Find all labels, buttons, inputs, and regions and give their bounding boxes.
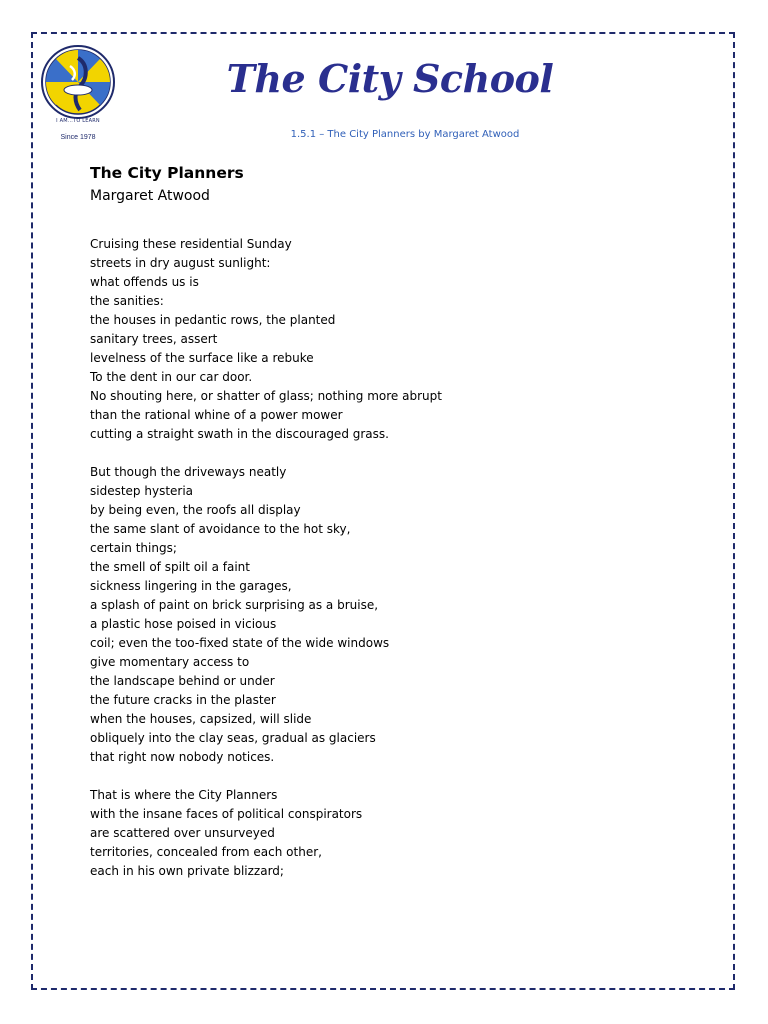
poem-line: sanitary trees, assert	[90, 332, 218, 346]
poem-line: That is where the City Planners	[90, 788, 278, 802]
poem-line: the houses in pedantic rows, the planted	[90, 313, 336, 327]
poem-stanza	[90, 786, 690, 881]
poem-line: sidestep hysteria	[90, 484, 194, 498]
poem-line: a splash of paint on brick surprising as a bruise,	[90, 598, 379, 612]
poem-author: Margaret Atwood	[90, 188, 210, 204]
school-crest-icon	[40, 44, 116, 148]
poem-line: Cruising these residential Sunday	[90, 237, 292, 251]
poem-line: give momentary access to	[90, 655, 250, 669]
poem-line: cutting a straight swath in the discouraged grass.	[90, 427, 389, 441]
poem-line: obliquely into the clay seas, gradual as glaciers	[90, 731, 376, 745]
poem-line: streets in dry august sunlight:	[90, 256, 271, 270]
logo-since-year: Since 1978	[60, 134, 96, 141]
poem-body	[90, 235, 690, 900]
poem-line: But though the driveways neatly	[90, 465, 287, 479]
poem-line: To the dent in our car door.	[90, 370, 253, 384]
poem-line: what offends us is	[90, 275, 199, 289]
poem-line: sickness lingering in the garages,	[90, 579, 292, 593]
poem-line: the future cracks in the plaster	[90, 693, 276, 707]
poem-title: The City Planners	[90, 164, 244, 182]
poem-line: the smell of spilt oil a faint	[90, 560, 250, 574]
poem-stanza	[90, 235, 690, 444]
logo-motto: I AM...TO LEARN	[56, 118, 100, 124]
document-subtitle: 1.5.1 – The City Planners by Margaret Atwood	[290, 129, 520, 140]
poem-line: than the rational whine of a power mower	[90, 408, 343, 422]
poem-stanza	[90, 463, 690, 767]
poem-line: by being even, the roofs all display	[90, 503, 301, 517]
poem-line: when the houses, capsized, will slide	[90, 712, 312, 726]
poem-line: No shouting here, or shatter of glass; nothing more abrupt	[90, 389, 442, 403]
poem-line: are scattered over unsurveyed	[90, 826, 275, 840]
poem-line: each in his own private blizzard;	[90, 864, 284, 878]
poem-line: the sanities:	[90, 294, 164, 308]
poem-line: levelness of the surface like a rebuke	[90, 351, 314, 365]
poem-line: that right now nobody notices.	[90, 750, 275, 764]
poem-line: certain things;	[90, 541, 177, 555]
poem-line: with the insane faces of political conspirators	[90, 807, 363, 821]
poem-line: coil; even the too-fixed state of the wide windows	[90, 636, 390, 650]
poem-line: the same slant of avoidance to the hot sky,	[90, 522, 351, 536]
school-name-heading: The City School	[226, 56, 554, 101]
poem-line: a plastic hose poised in vicious	[90, 617, 277, 631]
poem-line: territories, concealed from each other,	[90, 845, 322, 859]
poem-line: the landscape behind or under	[90, 674, 275, 688]
